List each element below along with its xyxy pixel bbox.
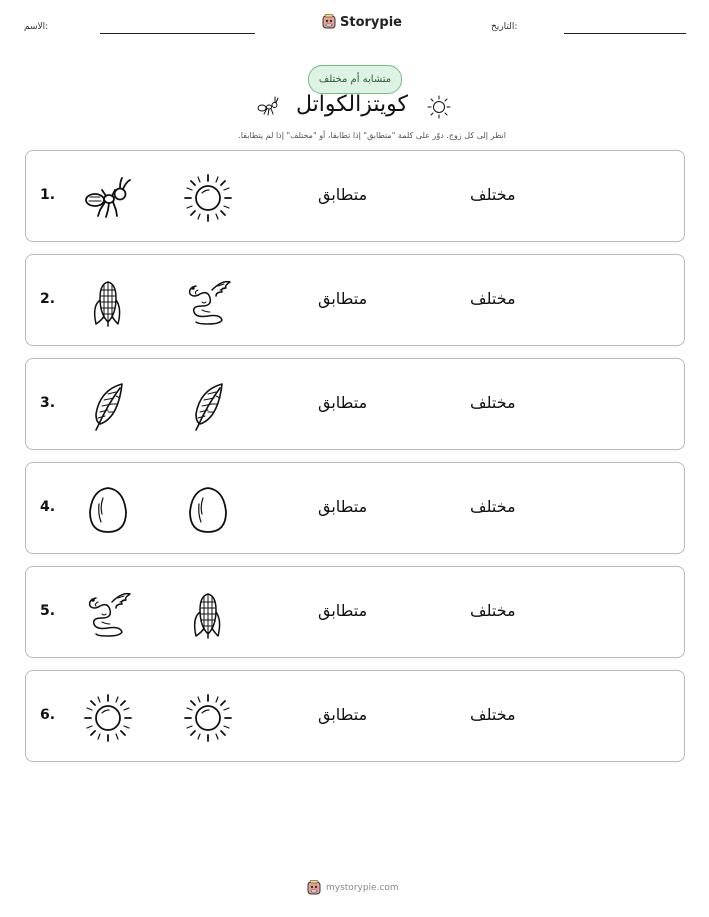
mascot-icon — [307, 880, 321, 896]
row-number: 6. — [40, 707, 56, 723]
corn-icon — [182, 588, 234, 640]
feather-icon — [182, 380, 234, 432]
ant-icon — [254, 94, 284, 120]
pair-row — [25, 254, 685, 346]
date-line[interactable] — [564, 33, 686, 34]
sun-icon — [426, 94, 452, 120]
serpent-icon — [82, 588, 134, 640]
sun-icon — [182, 172, 234, 224]
brand-logo — [322, 14, 402, 30]
same-option[interactable]: متطابق — [318, 497, 368, 516]
different-option[interactable]: مختلف — [470, 393, 516, 412]
sun-icon — [82, 692, 134, 744]
same-option[interactable]: متطابق — [318, 185, 368, 204]
different-option[interactable]: مختلف — [470, 601, 516, 620]
name-label: الاسم: — [24, 22, 49, 32]
name-line[interactable] — [100, 33, 255, 34]
different-option[interactable]: مختلف — [470, 497, 516, 516]
same-option[interactable]: متطابق — [318, 393, 368, 412]
serpent-icon — [182, 276, 234, 328]
different-option[interactable]: مختلف — [470, 705, 516, 724]
pair-row — [25, 670, 685, 762]
egg-icon — [182, 484, 234, 536]
feather-icon — [82, 380, 134, 432]
pair-row — [25, 358, 685, 450]
same-option[interactable]: متطابق — [318, 705, 368, 724]
mascot-icon — [322, 14, 336, 30]
different-option[interactable]: مختلف — [470, 289, 516, 308]
footer-site: mystorypie.com — [326, 883, 399, 893]
footer — [307, 880, 399, 896]
pair-row — [25, 566, 685, 658]
row-number: 5. — [40, 603, 56, 619]
different-option[interactable]: مختلف — [470, 185, 516, 204]
date-label: التاريخ: — [491, 22, 518, 32]
instructions — [0, 131, 709, 140]
corn-icon — [82, 276, 134, 328]
row-number: 3. — [40, 395, 56, 411]
same-option[interactable]: متطابق — [318, 289, 368, 308]
category-tag: متشابه أم مختلف — [308, 65, 402, 94]
row-number: 4. — [40, 499, 56, 515]
instructions-text: انظر إلى كل زوج. دوّر على كلمة "متطابق" إذا تطابقا، أو "مختلف" إذا لم يتطابقا. — [238, 131, 506, 140]
sun-icon — [182, 692, 234, 744]
ant-icon — [82, 172, 134, 224]
worksheet-title — [250, 92, 460, 124]
same-option[interactable]: متطابق — [318, 601, 368, 620]
egg-icon — [82, 484, 134, 536]
pair-row — [25, 150, 685, 242]
brand-name: Storypie — [340, 14, 402, 30]
row-number: 2. — [40, 291, 56, 307]
row-number: 1. — [40, 187, 56, 203]
title-text: كويتزالكواتل — [296, 92, 408, 117]
pair-row — [25, 462, 685, 554]
